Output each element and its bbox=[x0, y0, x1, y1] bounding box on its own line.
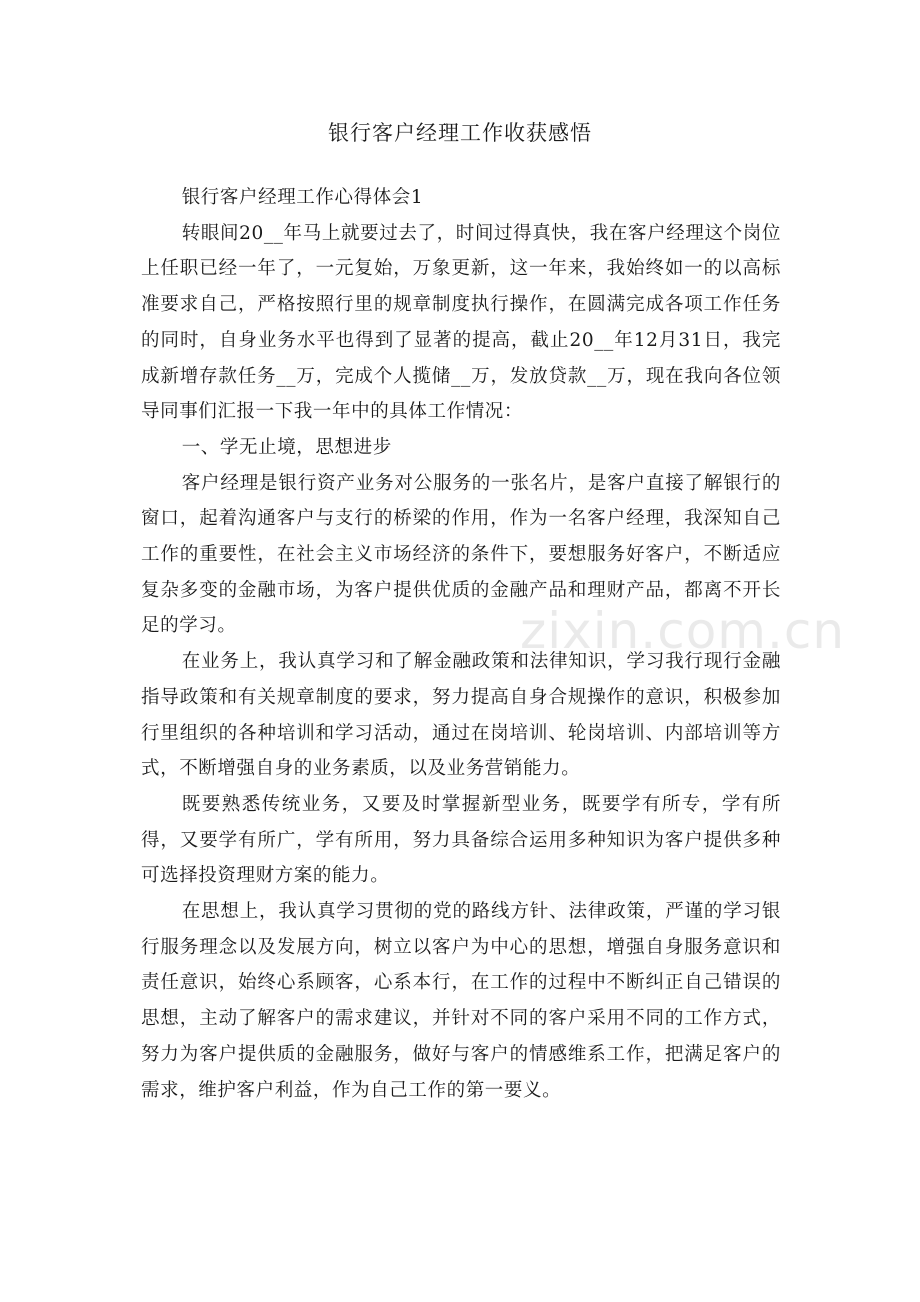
document-body bbox=[141, 180, 781, 1108]
paragraph: 客户经理是银行资产业务对公服务的一张名片，是客户直接了解银行的窗口，起着沟通客户与支行的桥梁的作用，作为一名客户经理，我深知自己工作的重要性，在社会主义市场经济的条件下，要想服务好客户，不断适应复杂多变的金融市场，为客户提供优质的金融产品和理财产品，都离不开长足的学习。 bbox=[141, 472, 781, 637]
subsection-heading: 一、学无止境，思想进步 bbox=[181, 436, 392, 458]
paragraph: 在业务上，我认真学习和了解金融政策和法律知识，学习我行现行金融指导政策和有关规章制度的要求，努力提高自身合规操作的意识，积极参加行里组织的各种培训和学习活动，通过在岗培训、轮岗培训、内部培训等方式，不断增强自身的业务素质，以及业务营销能力。 bbox=[141, 651, 781, 780]
section-heading: 银行客户经理工作心得体会1 bbox=[181, 187, 424, 208]
paragraph: 既要熟悉传统业务，又要及时掌握新型业务，既要学有所专，学有所得，又要学有所广，学有所用，努力具备综合运用多种知识为客户提供多种可选择投资理财方案的能力。 bbox=[141, 793, 781, 887]
paragraph: 转眼间20__年马上就要过去了，时间过得真快，我在客户经理这个岗位上任职已经一年了，一元复始，万象更新，这一年来，我始终如一的以高标准要求自己，严格按照行里的规章制度执行操作，在圆满完成各项工作任务的同时，自身业务水平也得到了显著的提高，截止20__年12月31日，我完成新增存款任务__万，完成个人揽储__万，发放贷款__万，现在我向各位领导同事们汇报一下我一年中的具体工作情况： bbox=[141, 222, 781, 423]
watermark: zixin.com.cn bbox=[520, 602, 846, 660]
document-title: 银行客户经理工作收获感悟 bbox=[328, 121, 592, 145]
paragraph: 在思想上，我认真学习贯彻的党的路线方针、法律政策，严谨的学习银行服务理念以及发展方向，树立以客户为中心的思想，增强自身服务意识和责任意识，始终心系顾客，心系本行，在工作的过程中不断纠正自己错误的思想，主动了解客户的需求建议，并针对不同的客户采用不同的工作方式，努力为客户提供质的金融服务，做好与客户的情感维系工作，把满足客户的需求，维护客户利益，作为自己工作的第一要义。 bbox=[141, 901, 781, 1101]
